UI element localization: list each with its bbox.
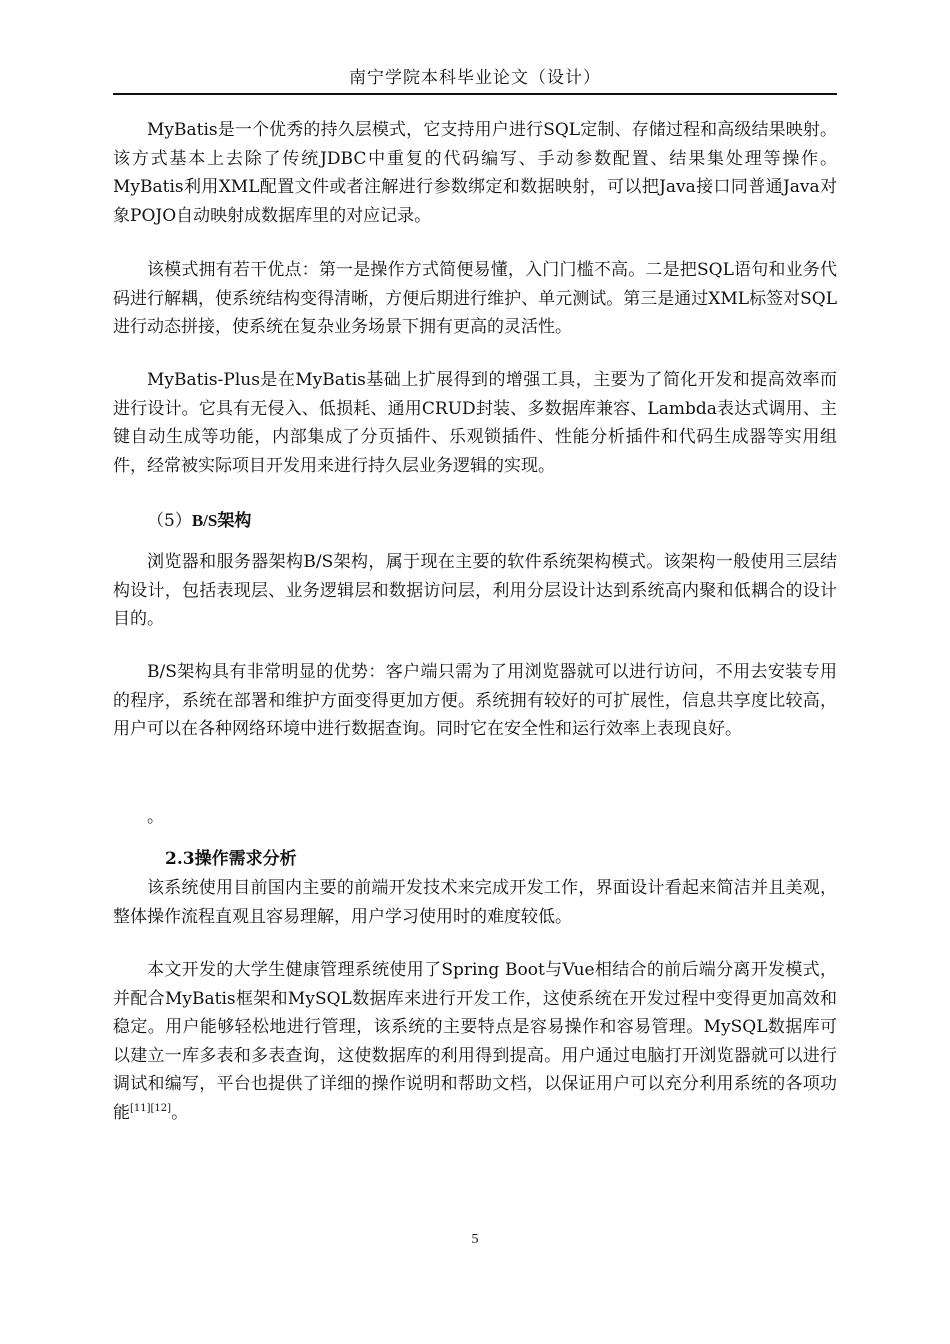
subsection-title: B/S架构 xyxy=(191,511,252,530)
paragraph-mybatis-intro: MyBatis是一个优秀的持久层模式，它支持用户进行SQL定制、存储过程和高级结果映射。该方式基本上去除了传统JDBC中重复的代码编写、手动参数配置、结果集处理等操作。MyBatis利用XML配置文件或者注解进行参数绑定和数据映射，可以把Java接口同普通Java对象POJO自动映射成数据库里的对应记录。 xyxy=(113,120,837,226)
subsection-number: （5） xyxy=(147,511,192,531)
paragraph-ops-detail xyxy=(113,956,837,1128)
paragraph-mybatis-plus: MyBatis-Plus是在MyBatis基础上扩展得到的增强工具，主要为了简化开发和提高效率而进行设计。它具有无侵入、低损耗、通用CRUD封装、多数据库兼容、Lambda表达式调用、主键自动生成等功能，内部集成了分页插件、乐观锁插件、性能分析插件和代码生成器等实用组件，经常被实际项目开发用来进行持久层业务逻辑的实现。 xyxy=(113,370,837,476)
paragraph-ops-intro: 该系统使用目前国内主要的前端开发技术来完成开发工作，界面设计看起来简洁并且美观，整体操作流程直观且容易理解，用户学习使用时的难度较低。 xyxy=(113,878,837,927)
paragraph-bs-advantages: B/S架构具有非常明显的优势：客户端只需为了用浏览器就可以进行访问，不用去安装专用的程序，系统在部署和维护方面变得更加方便。系统拥有较好的可扩展性，信息共享度比较高，用户可以在各种网络环境中进行数据查询。同时它在安全性和运行效率上表现良好。 xyxy=(113,662,837,740)
page-header-title: 南宁学院本科毕业论文（设计） xyxy=(349,68,601,88)
paragraph-bs-intro: 浏览器和服务器架构B/S架构，属于现在主要的软件系统架构模式。该架构一般使用三层结构设计，包括表现层、业务逻辑层和数据访问层，利用分层设计达到系统高内聚和低耦合的设计目的。 xyxy=(113,552,837,630)
stray-punctuation: 。 xyxy=(147,807,164,827)
paragraph-ops-detail-text: 本文开发的大学生健康管理系统使用了Spring Boot与Vue相结合的前后端分离开发模式，并配合MyBatis框架和MySQL数据库来进行开发工作，这使系统在开发过程中变得更加高效和稳定。用户能够轻松地进行管理，该系统的主要特点是容易操作和容易管理。MySQL数据库可以建立一库多表和多表查询，这使数据库的利用得到提高。用户通过电脑打开浏览器就可以进行调试和编写，平台也提供了详细的操作说明和帮助文档，以保证用户可以充分利用系统的各项功能 xyxy=(113,960,837,1123)
citation-reference: [11][12] xyxy=(130,1102,172,1114)
page-number: 5 xyxy=(471,1232,479,1247)
subsection-heading-bs xyxy=(113,507,837,535)
header-divider xyxy=(113,93,837,95)
section-heading: 2.3操作需求分析 xyxy=(165,849,297,869)
paragraph-ops-detail-end: 。 xyxy=(171,1102,189,1123)
paragraph-mybatis-advantages: 该模式拥有若干优点：第一是操作方式简便易懂，入门门槛不高。二是把SQL语句和业务代码进行解耦，使系统结构变得清晰，方便后期进行维护、单元测试。第三是通过XML标签对SQL进行动态拼接，使系统在复杂业务场景下拥有更高的灵活性。 xyxy=(113,260,837,338)
